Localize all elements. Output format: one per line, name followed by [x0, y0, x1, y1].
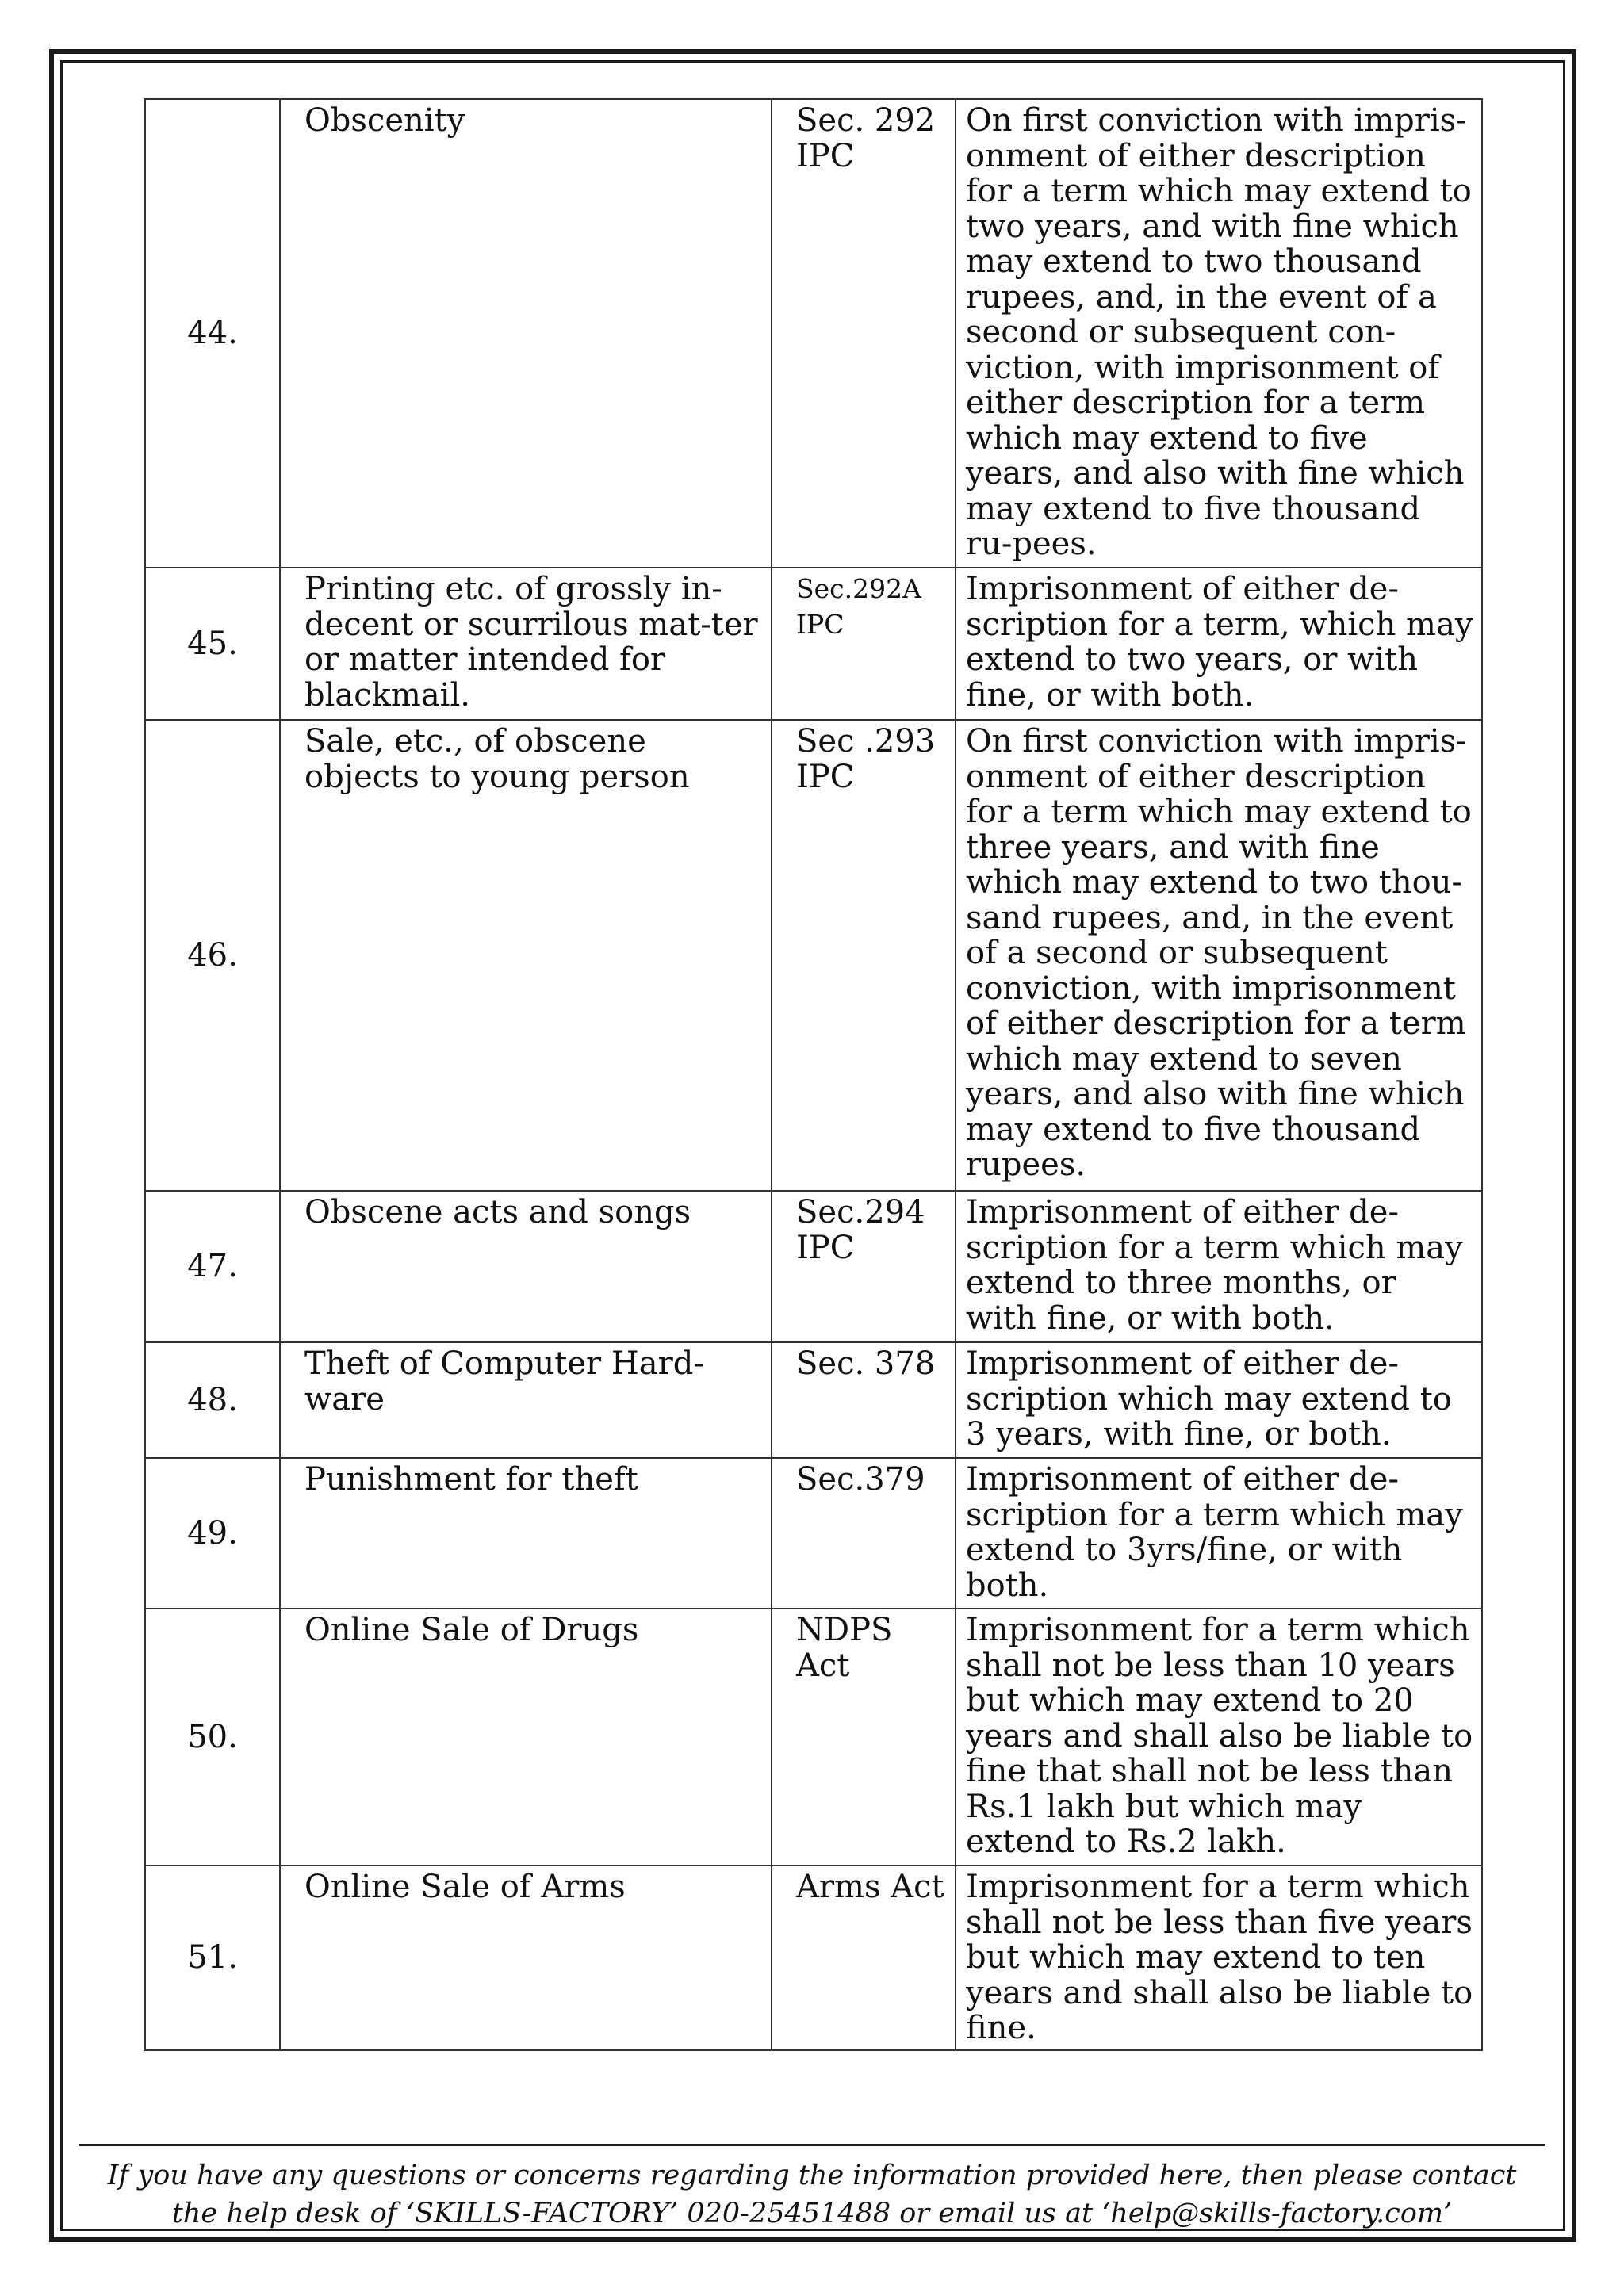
offence-name: Obscenity	[280, 99, 772, 568]
legal-section: Sec. 378	[772, 1342, 956, 1458]
row-number: 44.	[145, 99, 280, 568]
offence-name: Sale, etc., of obscene objects to young person	[280, 720, 772, 1191]
offence-name: Theft of Computer Hard-ware	[280, 1342, 772, 1458]
table-row	[145, 99, 1482, 568]
legal-section: Sec.292A IPC	[772, 568, 956, 720]
punishment-text: Imprisonment of either de-scription for a term which may extend to 3yrs/fine, or with both.	[956, 1458, 1482, 1609]
footer-line-1: If you have any questions or concerns regarding the information provided here, then please contact	[107, 2160, 1517, 2191]
footer-line-2: the help desk of ‘SKILLS-FACTORY’ 020-25451488 or email us at ‘help@skills-factory.com’	[171, 2198, 1453, 2229]
table-row	[145, 1866, 1482, 2050]
punishment-text: On first conviction with impris-onment of either description for a term which may extend to three years, and with fine which may extend to two thou-sand rupees, and, in the event of a second or subsequent conviction, with imprisonment of either description for a term which may extend to seven years, and also with fine which may extend to five thousand rupees.	[956, 720, 1482, 1191]
offences-table	[144, 98, 1483, 2051]
row-number: 47.	[145, 1191, 280, 1342]
legal-section: Sec .293 IPC	[772, 720, 956, 1191]
table-row	[145, 1458, 1482, 1609]
punishment-text: On first conviction with impris-onment of either description for a term which may extend to two years, and with fine which may extend to two thousand rupees, and, in the event of a second or subsequent con-viction, with imprisonment of either description for a term which may extend to five years, and also with fine which may extend to five thousand ru-pees.	[956, 99, 1482, 568]
legal-section: Sec.379	[772, 1458, 956, 1609]
punishment-text: Imprisonment of either de-scription for a term, which may extend to two years, or with fine, or with both.	[956, 568, 1482, 720]
table-row	[145, 1609, 1482, 1866]
punishment-text: Imprisonment of either de-scription for a term which may extend to three months, or with fine, or with both.	[956, 1191, 1482, 1342]
table-row	[145, 1342, 1482, 1458]
offence-name: Obscene acts and songs	[280, 1191, 772, 1342]
table-row	[145, 1191, 1482, 1342]
offence-name: Online Sale of Arms	[280, 1866, 772, 2050]
row-number: 48.	[145, 1342, 280, 1458]
table-row	[145, 720, 1482, 1191]
punishment-text: Imprisonment of either de-scription which may extend to 3 years, with fine, or both.	[956, 1342, 1482, 1458]
footer-divider	[79, 2144, 1545, 2146]
offence-name: Punishment for theft	[280, 1458, 772, 1609]
punishment-text: Imprisonment for a term which shall not be less than 10 years but which may extend to 20 years and shall also be liable to fine that shall not be less than Rs.1 lakh but which may extend to Rs.2 lakh.	[956, 1609, 1482, 1866]
legal-section: Sec.294 IPC	[772, 1191, 956, 1342]
row-number: 50.	[145, 1609, 280, 1866]
row-number: 45.	[145, 568, 280, 720]
legal-section: Arms Act	[772, 1866, 956, 2050]
row-number: 49.	[145, 1458, 280, 1609]
punishment-text: Imprisonment for a term which shall not be less than five years but which may extend to ten years and shall also be liable to fine.	[956, 1866, 1482, 2050]
table-row	[145, 568, 1482, 720]
row-number: 51.	[145, 1866, 280, 2050]
offence-name: Online Sale of Drugs	[280, 1609, 772, 1866]
legal-section: NDPS Act	[772, 1609, 956, 1866]
footer-note	[79, 2156, 1545, 2233]
offence-name: Printing etc. of grossly in-decent or scurrilous mat-ter or matter intended for blackmail.	[280, 568, 772, 720]
legal-section: Sec. 292 IPC	[772, 99, 956, 568]
row-number: 46.	[145, 720, 280, 1191]
